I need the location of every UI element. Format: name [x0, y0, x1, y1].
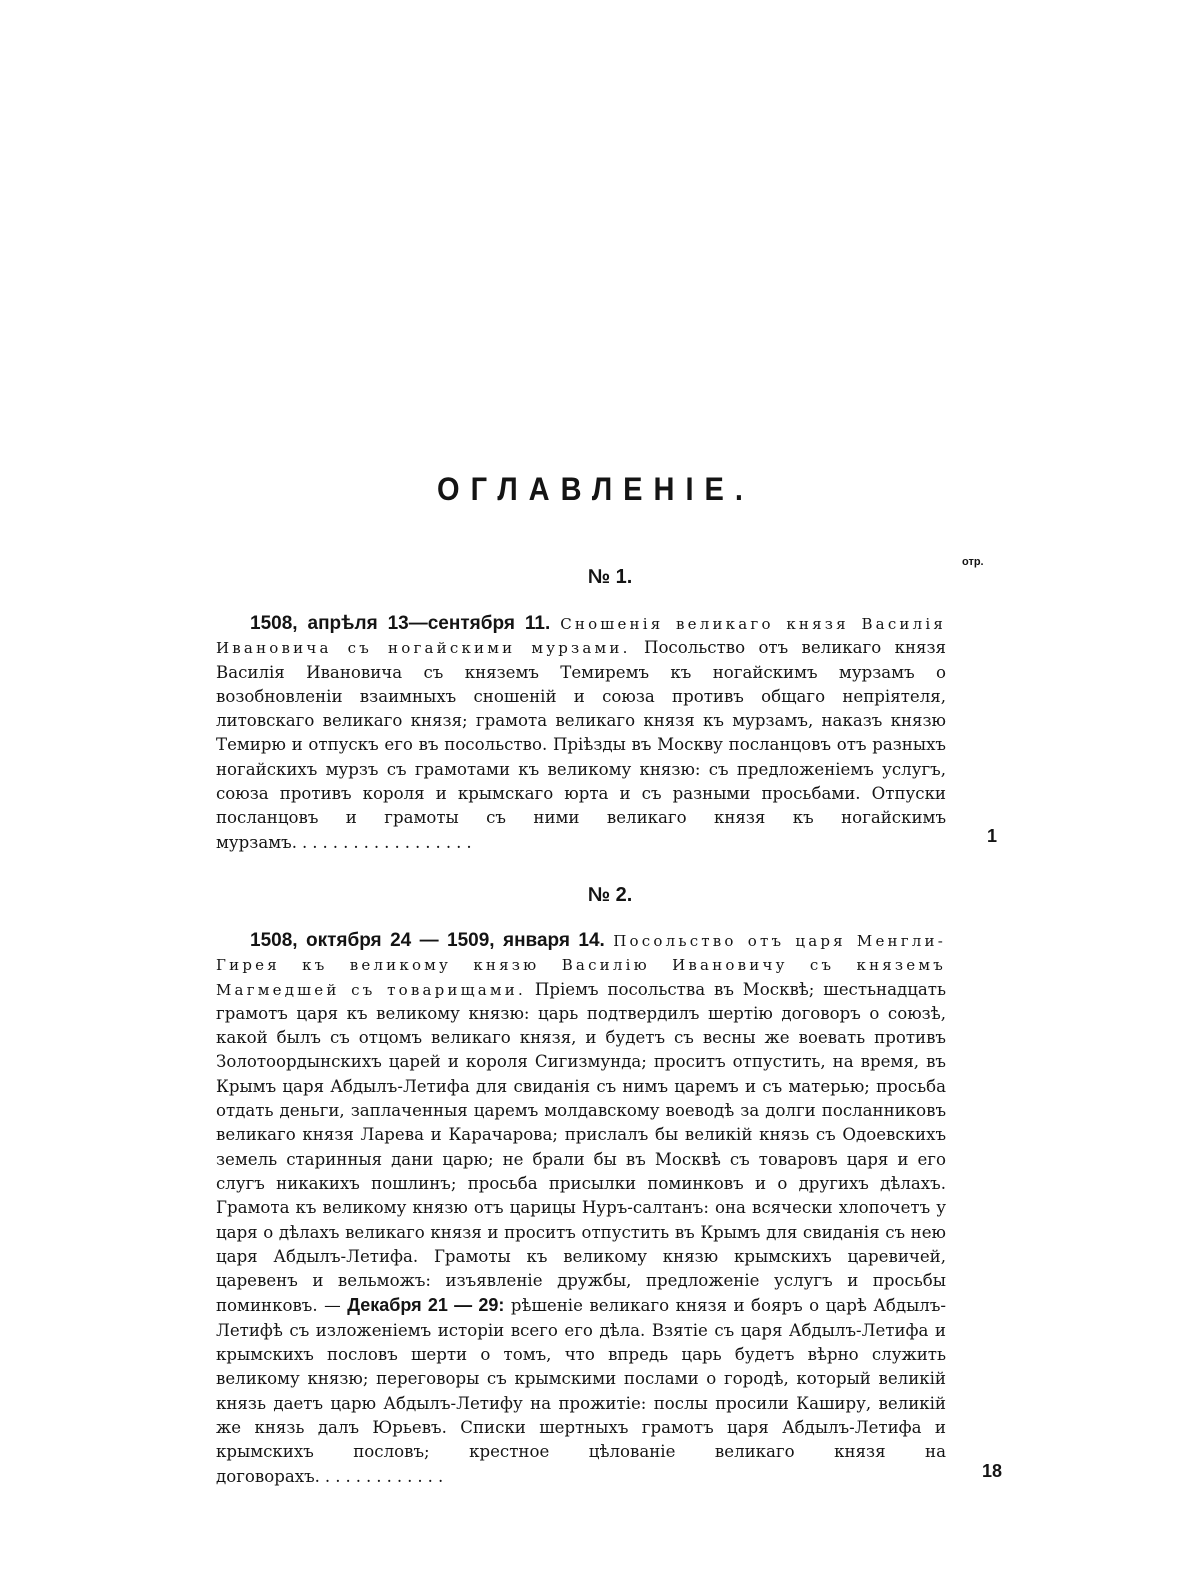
entry-heading: Сношенія великаго князя Василія Ивановича съ ногайскими мурзами. [216, 615, 947, 658]
entry-body: Посольство отъ великаго князя Василія Ивановича съ княземъ Темиремъ къ ногайскимъ мурзамъ о возобновленіи взаимныхъ сношеній и союза противъ общаго непріятеля, литовскаго великаго князя; грамота великаго князя къ мурзамъ, наказъ князю Темирю и отпускъ его въ посольство. Пріѣзды въ Москву посланцовъ отъ разныхъ ногайскихъ мурзъ съ грамотами къ великому князю: съ предложеніемъ услугъ, союза противъ короля и крымскаго юрта и съ разными просьбами. Отпуски посланцовъ и грамоты съ ними великаго князя къ ногайскимъ мурзамъ [216, 638, 947, 852]
entry-date: 1508, октября 24 — 1509, января 14. [250, 930, 605, 951]
leader-dots: .................. [291, 832, 477, 852]
page-title: ОГЛАВЛЕНІЕ. [437, 472, 754, 508]
entry-body-continued: рѣшеніе великаго князя и бояръ о царѣ Абдылъ-Летифѣ съ изложеніемъ исторіи всего его дѣла. Взятіе съ царя Абдылъ-Летифа и крымскихъ пословъ шерти о томъ, что впредь царь будетъ вѣрно служить великому князю; переговоры съ крымскими послами о городѣ, который великій князь даетъ царю Абдылъ-Летифу на прожитіе: послы просили Каширу, великій же князь далъ Юрьевъ. Списки шертныхъ грамотъ царя Абдылъ-Летифа и крымскихъ пословъ; крестное цѣлованіе великаго князя на договорахъ [216, 1296, 947, 1486]
entry-heading: Посольство отъ царя Менгли-Гирея къ великому князю Василію Ивановичу съ княземъ Магмедшей съ товарищами. [216, 932, 946, 999]
page-column-label: отр. [962, 556, 984, 568]
page-number: 18 [981, 1461, 1003, 1481]
toc-entry [216, 929, 946, 1489]
entry-date: 1508, апрѣля 13—сентября 11. [250, 613, 551, 634]
entry-body: Пріемъ посольства въ Москвѣ; шестьнадцать грамотъ царя къ великому князю: царь подтвердилъ шертію договоръ о союзѣ, какой былъ съ отцомъ великаго князя, и будетъ съ весны же воевать противъ Золотоордынскихъ царей и короля Сигизмунда; проситъ отпустить, на время, въ Крымъ царя Абдылъ-Летифа для свиданія съ нимъ царемъ и съ матерью; просьба отдать деньги, заплаченныя царемъ молдавскому воеводѣ за долги посланниковъ великаго князя Ларева и Карачарова; прислалъ бы великій князь съ Одоевскихъ земель старинныя дани царю; не брали бы въ Москвѣ съ товаровъ царя и его слугъ никакихъ пошлинъ; просьба присылки поминковъ и о другихъ дѣлахъ. Грамота къ великому князю отъ царицы Нуръ-салтанъ: она всячески хлопочетъ у царя о дѣлахъ великаго князя и проситъ отпустить въ Крымъ для свиданія съ нею царя Абдылъ-Летифа. Грамоты къ великому князю крымскихъ царевичей, царевенъ и вельможъ: изъявленіе дружбы, предложеніе услугъ и просьбы поминковъ. — [216, 979, 946, 1316]
entry-number: № 1. [587, 566, 633, 588]
toc-entry [216, 612, 946, 855]
page-number: 1 [986, 826, 997, 846]
entry-number: № 2. [587, 884, 633, 906]
entry-sub-date: Декабря 21 — 29: [347, 1295, 505, 1316]
leader-dots: ............. [314, 1466, 449, 1486]
